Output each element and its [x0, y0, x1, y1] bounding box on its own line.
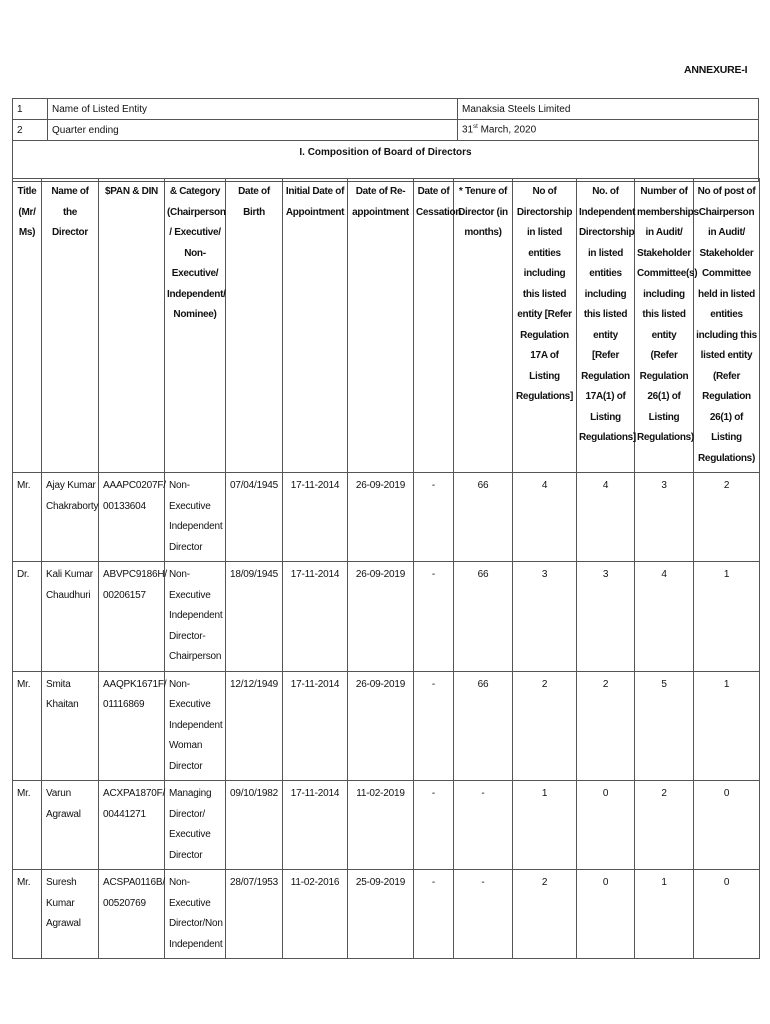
director-category: Non-Executive Independent Director	[165, 473, 226, 562]
header-reappointment: Date of Re-appointment	[348, 179, 414, 473]
summary-value: Manaksia Steels Limited	[458, 99, 759, 120]
director-cessation: -	[414, 562, 454, 672]
director-initial-date: 17-11-2014	[283, 562, 348, 672]
table-row	[13, 562, 760, 672]
director-directorships: 4	[513, 473, 577, 562]
director-cessation: -	[414, 870, 454, 959]
summary-value	[458, 120, 759, 141]
director-cessation: -	[414, 671, 454, 781]
director-tenure: 66	[454, 671, 513, 781]
director-directorships: 2	[513, 870, 577, 959]
director-dob: 07/04/1945	[226, 473, 283, 562]
board-composition-table	[12, 178, 760, 959]
director-name: Kali Kumar Chaudhuri	[42, 562, 99, 672]
header-pan-din: $PAN & DIN	[99, 179, 165, 473]
director-tenure: -	[454, 870, 513, 959]
section-title: I. Composition of Board of Directors	[13, 141, 759, 182]
director-title: Mr.	[13, 473, 42, 562]
quarter-day-suffix: st	[473, 124, 478, 131]
director-chairperson-posts: 2	[694, 473, 760, 562]
director-chairperson-posts: 0	[694, 781, 760, 870]
director-independent-directorships: 0	[577, 870, 635, 959]
director-tenure: -	[454, 781, 513, 870]
director-committee-memberships: 5	[635, 671, 694, 781]
header-tenure: * Tenure of Director (in months)	[454, 179, 513, 473]
director-pan-din: ABVPC9186H/ 00206157	[99, 562, 165, 672]
summary-label: Quarter ending	[48, 120, 458, 141]
director-dob: 09/10/1982	[226, 781, 283, 870]
director-dob: 12/12/1949	[226, 671, 283, 781]
header-initial-date: Initial Date of Appointment	[283, 179, 348, 473]
section-title-row	[13, 141, 759, 182]
director-independent-directorships: 2	[577, 671, 635, 781]
director-cessation: -	[414, 781, 454, 870]
director-pan-din: AAAPC0207F/ 00133604	[99, 473, 165, 562]
director-reappointment: 11-02-2019	[348, 781, 414, 870]
director-committee-memberships: 4	[635, 562, 694, 672]
table-row	[13, 870, 760, 959]
header-category: & Category (Chairperson / Executive/ Non-Executive/ Independent/ Nominee)	[165, 179, 226, 473]
summary-table	[12, 98, 759, 182]
director-reappointment: 26-09-2019	[348, 562, 414, 672]
director-name: Smita Khaitan	[42, 671, 99, 781]
director-independent-directorships: 3	[577, 562, 635, 672]
director-pan-din: AAQPK1671F/ 01116869	[99, 671, 165, 781]
header-row	[13, 179, 760, 473]
director-title: Mr.	[13, 781, 42, 870]
director-category: Non-Executive Director/Non Independent	[165, 870, 226, 959]
summary-row	[13, 99, 759, 120]
director-chairperson-posts: 1	[694, 671, 760, 781]
director-chairperson-posts: 0	[694, 870, 760, 959]
header-committee-memberships: Number of memberships in Audit/ Stakeholder Committee(s) including this listed entity (Refer Regulation 26(1) of Listing Regulations)	[635, 179, 694, 473]
director-tenure: 66	[454, 473, 513, 562]
director-committee-memberships: 3	[635, 473, 694, 562]
director-directorships: 1	[513, 781, 577, 870]
director-chairperson-posts: 1	[694, 562, 760, 672]
director-name: Ajay Kumar Chakraborty	[42, 473, 99, 562]
director-category: Managing Director/ Executive Director	[165, 781, 226, 870]
director-reappointment: 26-09-2019	[348, 473, 414, 562]
director-title: Mr.	[13, 671, 42, 781]
director-tenure: 66	[454, 562, 513, 672]
director-initial-date: 17-11-2014	[283, 781, 348, 870]
summary-row	[13, 120, 759, 141]
director-dob: 28/07/1953	[226, 870, 283, 959]
director-independent-directorships: 0	[577, 781, 635, 870]
director-directorships: 2	[513, 671, 577, 781]
director-name: Suresh Kumar Agrawal	[42, 870, 99, 959]
header-independent-directorships: No. of Independent Directorship in listed entities including this listed entity [Refer Regulation 17A(1) of Listing Regulations]	[577, 179, 635, 473]
director-reappointment: 25-09-2019	[348, 870, 414, 959]
director-committee-memberships: 1	[635, 870, 694, 959]
director-dob: 18/09/1945	[226, 562, 283, 672]
header-chairperson-posts: No of post of Chairperson in Audit/ Stakeholder Committee held in listed entities including this listed entity (Refer Regulation 26(1) of Listing Regulations)	[694, 179, 760, 473]
director-initial-date: 17-11-2014	[283, 671, 348, 781]
director-independent-directorships: 4	[577, 473, 635, 562]
director-name: Varun Agrawal	[42, 781, 99, 870]
director-cessation: -	[414, 473, 454, 562]
director-title: Dr.	[13, 562, 42, 672]
director-pan-din: ACSPA0116B/ 00520769	[99, 870, 165, 959]
director-initial-date: 11-02-2016	[283, 870, 348, 959]
quarter-day: 31	[462, 124, 474, 136]
director-initial-date: 17-11-2014	[283, 473, 348, 562]
header-dob: Date of Birth	[226, 179, 283, 473]
header-directorships: No of Directorship in listed entities including this listed entity [Refer Regulation 17A of Listing Regulations]	[513, 179, 577, 473]
director-directorships: 3	[513, 562, 577, 672]
table-row	[13, 671, 760, 781]
director-title: Mr.	[13, 870, 42, 959]
header-name: Name of the Director	[42, 179, 99, 473]
table-row	[13, 781, 760, 870]
summary-label: Name of Listed Entity	[48, 99, 458, 120]
quarter-rest: March, 2020	[477, 124, 537, 136]
director-category: Non-Executive Independent Director-Chairperson	[165, 562, 226, 672]
director-pan-din: ACXPA1870F/ 00441271	[99, 781, 165, 870]
header-title: Title (Mr/ Ms)	[13, 179, 42, 473]
director-committee-memberships: 2	[635, 781, 694, 870]
summary-num: 2	[13, 120, 48, 141]
table-row	[13, 473, 760, 562]
header-cessation: Date of Cessation	[414, 179, 454, 473]
director-category: Non-Executive Independent Woman Director	[165, 671, 226, 781]
annexure-label: ANNEXURE-I	[684, 64, 748, 76]
summary-num: 1	[13, 99, 48, 120]
director-reappointment: 26-09-2019	[348, 671, 414, 781]
